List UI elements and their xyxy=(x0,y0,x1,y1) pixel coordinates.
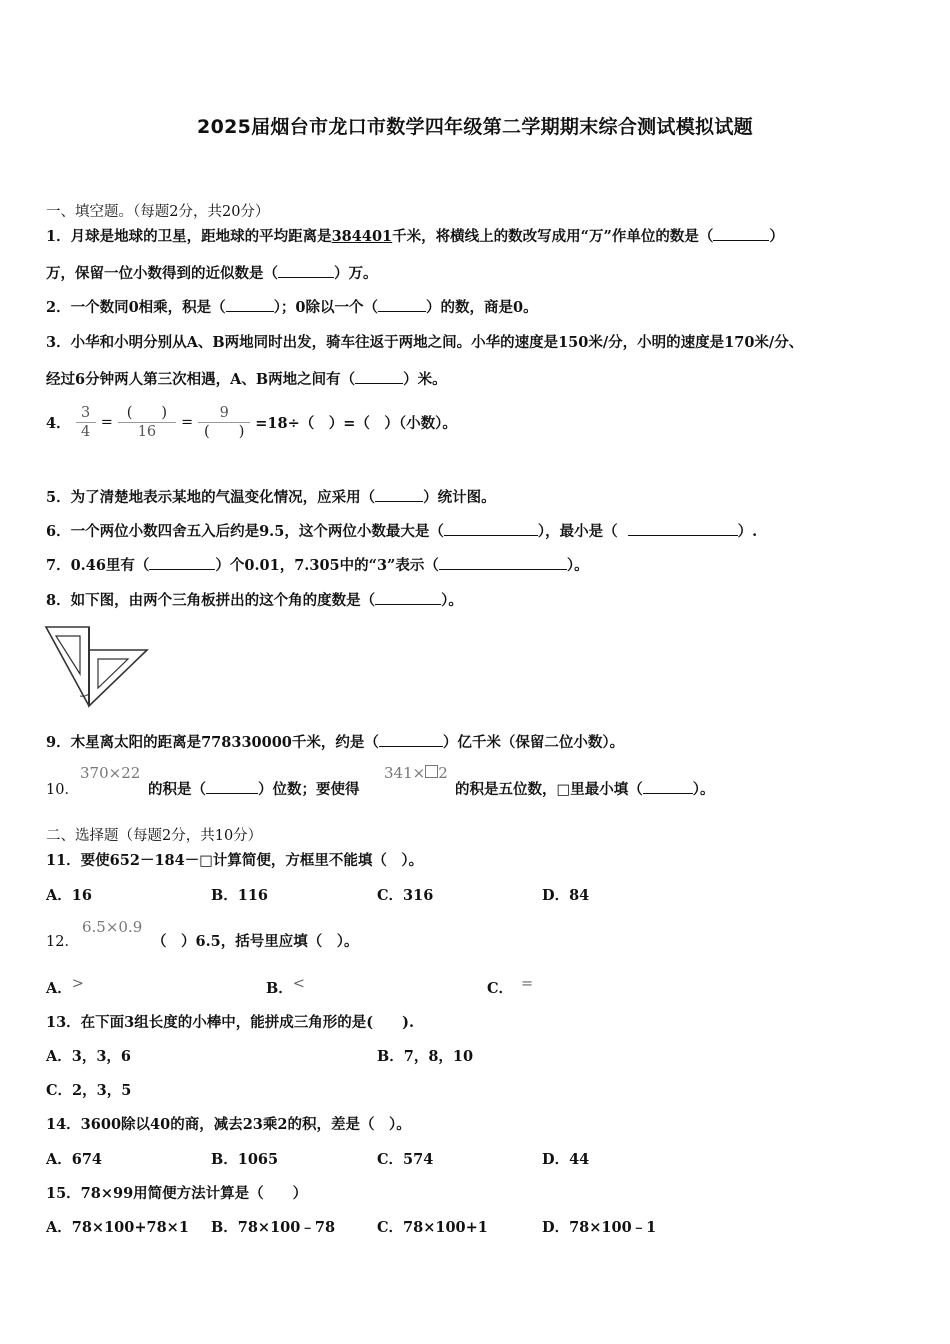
q15-option-a[interactable]: A．78×100+78×1 xyxy=(46,1219,189,1236)
q6-text-b: ），最小是（ xyxy=(537,523,618,540)
q2-text-a: 2．一个数同0相乘，积是（ xyxy=(46,299,226,316)
answer-blank[interactable] xyxy=(206,780,258,794)
equals-sign: = xyxy=(181,414,194,431)
option-label: C． xyxy=(487,980,514,997)
q13-option-b[interactable]: B．7，8，10 xyxy=(377,1048,474,1065)
question-8 xyxy=(46,591,463,611)
math-341xbox2 xyxy=(384,764,448,782)
math-6.5x0.9: 6.5×0.9 xyxy=(82,918,143,936)
q8-text-a: 8．如下图，由两个三角板拼出的这个角的度数是（ xyxy=(46,592,376,609)
page-title: 2025届烟台市龙口市数学四年级第二学期期末综合测试模拟试题 xyxy=(197,116,753,138)
answer-blank[interactable] xyxy=(444,522,538,536)
q4-number: 4． xyxy=(46,415,71,432)
q15-option-d[interactable]: D．78×100﹣1 xyxy=(542,1219,657,1236)
option-label: A． xyxy=(46,980,72,997)
section1-heading: 一、填空题。（每题2分，共20分） xyxy=(46,204,270,220)
q3-text-a: 经过6分钟两人第三次相遇，A、B两地之间有（ xyxy=(46,371,356,388)
q1-text-d: 万，保留一位小数得到的近似数是（ xyxy=(46,265,278,282)
q14-option-c[interactable]: C．574 xyxy=(377,1151,434,1168)
q6-text-c: ）. xyxy=(737,523,758,540)
fraction-numerator[interactable]: ( ) xyxy=(126,405,168,421)
math-341-times: 341× xyxy=(384,764,426,782)
q1-text-c: ） xyxy=(769,228,784,245)
q5-text-b: ）统计图。 xyxy=(423,489,496,506)
q15-option-c[interactable]: C．78×100+1 xyxy=(377,1219,488,1236)
fraction-9-blank xyxy=(198,404,250,441)
q7-text-c: ）。 xyxy=(566,557,589,574)
fraction-denominator: 4 xyxy=(81,424,91,440)
answer-blank[interactable] xyxy=(378,298,426,312)
q10-text-c: 的积是五位数，□里最小填（ xyxy=(455,781,643,798)
q7-text-a: 7．0.46里有（ xyxy=(46,557,150,574)
question-3-line2 xyxy=(46,370,447,390)
answer-blank[interactable] xyxy=(643,780,693,794)
triangle-rulers-figure xyxy=(44,624,150,708)
question-9 xyxy=(46,733,624,753)
answer-blank[interactable] xyxy=(375,488,423,502)
q10-text-a: 的积是（ xyxy=(148,781,206,798)
fraction-blank-16 xyxy=(118,404,176,441)
fraction-3-4 xyxy=(76,404,96,441)
equals-sign: = xyxy=(100,414,113,431)
q15-option-b[interactable]: B．78×100﹣78 xyxy=(211,1219,336,1236)
q14-option-d[interactable]: D．44 xyxy=(542,1151,590,1168)
math-digit-2: 2 xyxy=(438,764,448,782)
answer-blank[interactable] xyxy=(149,556,215,570)
q14-option-b[interactable]: B．1065 xyxy=(211,1151,279,1168)
q13-option-a[interactable]: A．3，3，6 xyxy=(46,1048,132,1065)
q2-text-c: ）的数，商是0。 xyxy=(426,299,538,316)
less-than-symbol: < xyxy=(292,976,305,992)
answer-blank[interactable] xyxy=(226,298,274,312)
q14-option-a[interactable]: A．674 xyxy=(46,1151,103,1168)
question-1-line1 xyxy=(46,227,784,247)
question-7 xyxy=(46,556,589,576)
option-label: B． xyxy=(266,980,293,997)
q6-text-a: 6．一个两位小数四舍五入后约是9.5，这个两位小数最大是（ xyxy=(46,523,444,540)
q10-text-b: ）位数；要使得 xyxy=(258,781,360,798)
q7-text-b: ）个0.01，7.305中的“3”表示（ xyxy=(215,557,439,574)
answer-blank[interactable] xyxy=(628,522,738,536)
q1-text-b: 千米，将横线上的数改写成用“万”作单位的数是（ xyxy=(392,228,714,245)
fraction-numerator: 9 xyxy=(219,405,229,421)
answer-blank[interactable] xyxy=(439,556,567,570)
q11-option-a[interactable]: A．16 xyxy=(46,887,92,904)
q1-text-e: ）万。 xyxy=(334,265,378,282)
question-12-number: 12． xyxy=(46,934,79,950)
question-12: （ ）6.5，括号里应填（ ）。 xyxy=(152,933,359,950)
fraction-numerator: 3 xyxy=(81,405,91,421)
q11-option-c[interactable]: C．316 xyxy=(377,887,434,904)
q12-option-c[interactable] xyxy=(487,976,534,999)
q8-text-b: ）。 xyxy=(441,592,463,609)
greater-than-symbol: > xyxy=(71,976,84,992)
answer-blank[interactable] xyxy=(379,733,443,747)
q3-text-b: ）米。 xyxy=(403,371,447,388)
q5-text-a: 5．为了清楚地表示某地的气温变化情况，应采用（ xyxy=(46,489,376,506)
question-13: 13．在下面3组长度的小棒中，能拼成三角形的是( ). xyxy=(46,1014,415,1031)
equals-symbol: = xyxy=(521,976,534,992)
fraction-denominator: 16 xyxy=(137,424,157,440)
q11-option-d[interactable]: D．84 xyxy=(542,887,590,904)
answer-blank[interactable] xyxy=(713,227,769,241)
q2-text-b: ）；0除以一个（ xyxy=(273,299,379,316)
empty-box[interactable] xyxy=(425,765,438,778)
q1-text-a: 1．月球是地球的卫星，距地球的平均距离是 xyxy=(46,228,332,245)
q13-option-c[interactable]: C．2，3，5 xyxy=(46,1082,132,1099)
answer-blank[interactable] xyxy=(278,264,334,278)
q12-option-a[interactable] xyxy=(46,976,84,999)
fraction-denominator[interactable]: ( ) xyxy=(204,424,245,440)
question-5 xyxy=(46,488,496,508)
question-10-cont xyxy=(455,780,714,800)
question-11: 11．要使652－184－□计算简便，方框里不能填（ ）。 xyxy=(46,852,424,869)
q9-text-a: 9．木星离太阳的距离是778330000千米，约是（ xyxy=(46,734,379,751)
answer-blank[interactable] xyxy=(375,591,441,605)
question-10-number: 10． xyxy=(46,782,79,798)
q10-text-d: ）。 xyxy=(692,781,715,798)
question-15: 15．78×99用简便方法计算是（ ） xyxy=(46,1185,308,1202)
q4-tail-text: =18÷（ ）=（ ）（小数）。 xyxy=(255,415,457,432)
q9-text-b: ）亿千米（保留二位小数）。 xyxy=(442,734,625,751)
question-4 xyxy=(46,404,457,441)
q12-option-b[interactable] xyxy=(266,976,305,999)
question-14: 14．3600除以40的商，减去23乘2的积，差是（ ）。 xyxy=(46,1116,411,1133)
question-6 xyxy=(46,522,757,542)
q1-underlined-number: 384401 xyxy=(331,228,393,245)
question-2 xyxy=(46,298,538,318)
question-3-line1: 3．小华和小明分别从A、B两地同时出发，骑车往返于两地之间。小华的速度是150米/分，小明的速度是170米/分、 xyxy=(46,334,804,351)
answer-blank[interactable] xyxy=(355,370,403,384)
section2-heading: 二、选择题（每题2分，共10分） xyxy=(46,828,263,844)
q11-option-b[interactable]: B．116 xyxy=(211,887,269,904)
math-370x22: 370×22 xyxy=(80,764,141,782)
question-10 xyxy=(148,780,360,800)
question-1-line2 xyxy=(46,264,378,284)
